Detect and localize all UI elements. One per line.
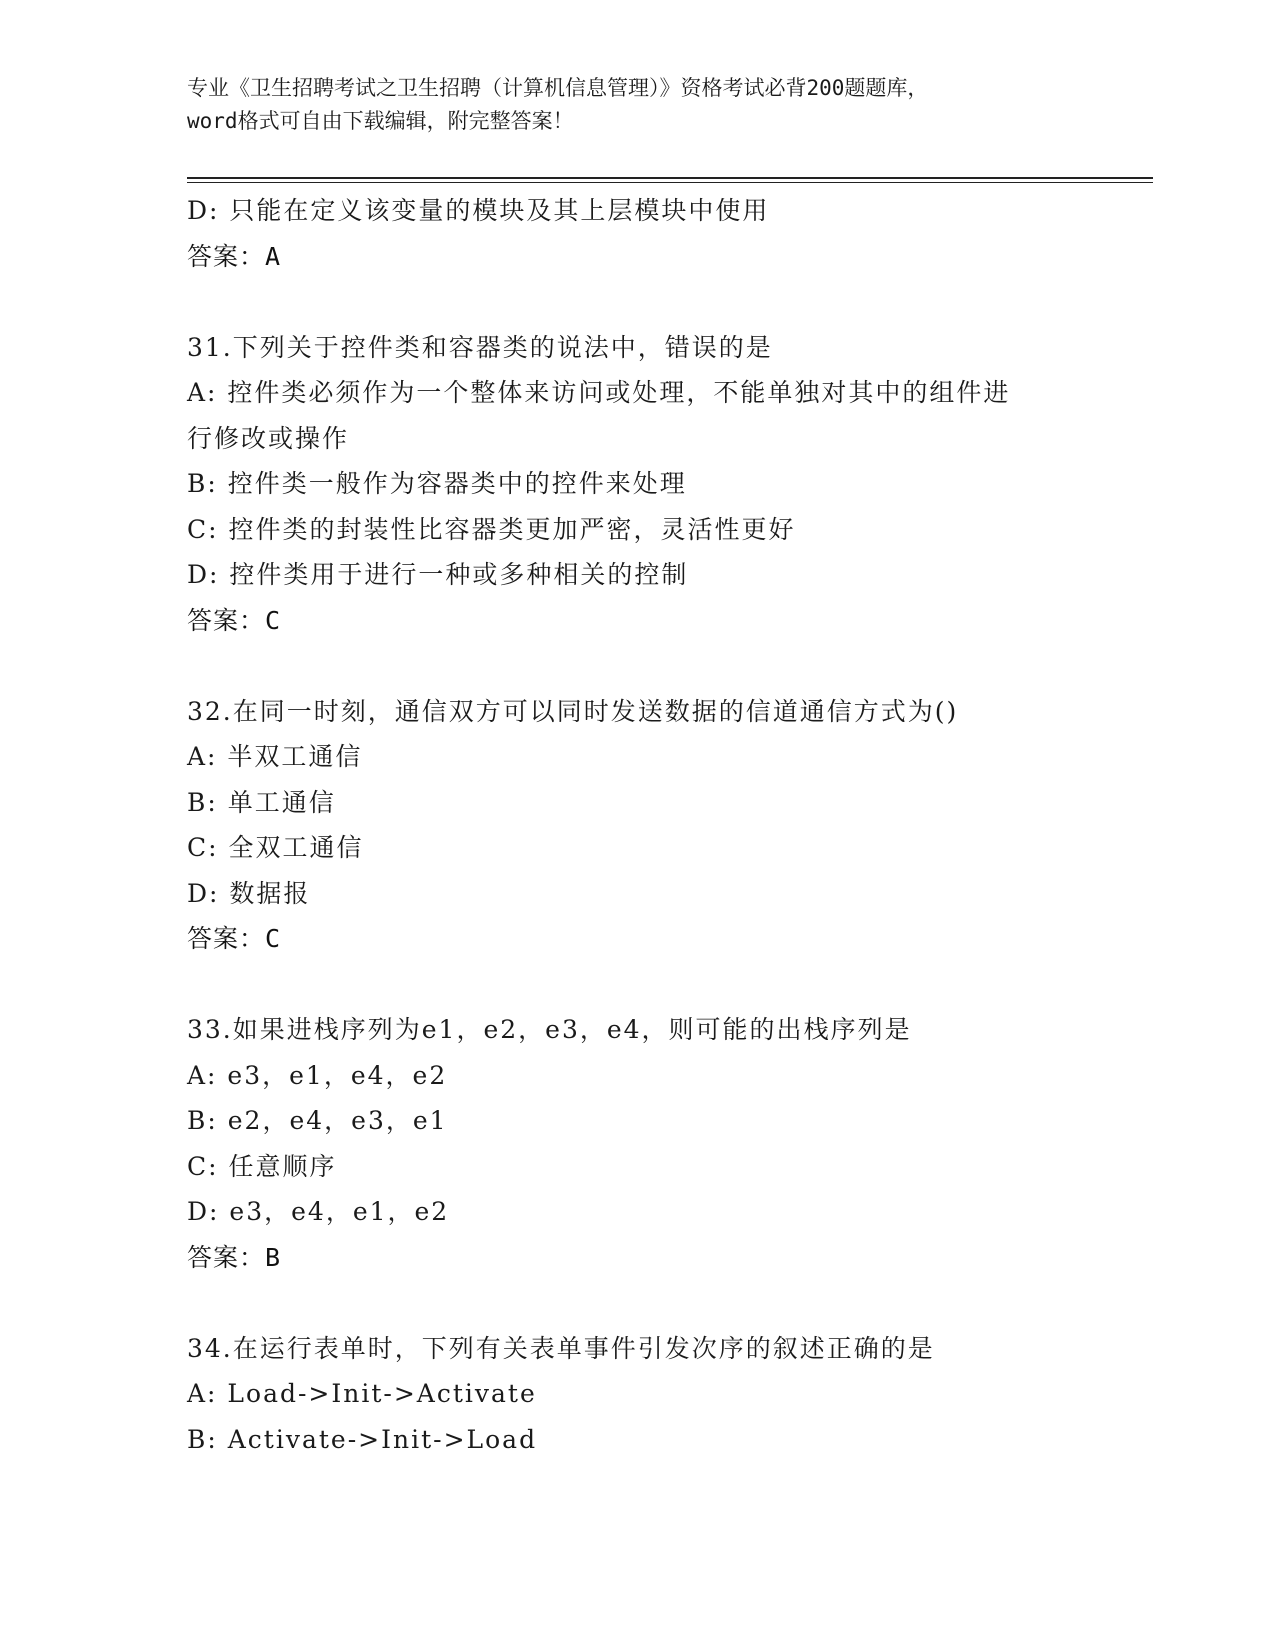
answer: 答案：C xyxy=(187,605,282,635)
option-b: B: 控件类一般作为容器类中的控件来处理 xyxy=(187,469,687,498)
option-a: A: 控件类必须作为一个整体来访问或处理，不能单独对其中的组件进行修改或操作 xyxy=(187,378,1011,453)
question-31 xyxy=(187,325,1087,644)
question-33 xyxy=(187,1007,1087,1280)
page-header xyxy=(187,72,1087,138)
answer: 答案：B xyxy=(187,1242,282,1272)
option-d: D: 数据报 xyxy=(187,878,311,908)
answer: 答案：C xyxy=(187,924,282,953)
option-c: C: 全双工通信 xyxy=(187,833,364,862)
option-b: B: e2，e4，e3，e1 xyxy=(187,1106,448,1135)
prev-answer: 答案：A xyxy=(187,241,282,271)
question-34 xyxy=(187,1326,1087,1463)
header-line-2: word格式可自由下载编辑，附完整答案！ xyxy=(187,109,574,133)
question-stem: 34.在运行表单时，下列有关表单事件引发次序的叙述正确的是 xyxy=(187,1333,935,1363)
option-b: B: 单工通信 xyxy=(187,787,336,817)
header-line-1: 专业《卫生招聘考试之卫生招聘（计算机信息管理）》资格考试必背200题题库， xyxy=(187,76,929,100)
question-stem: 31.下列关于控件类和容器类的说法中，错误的是 xyxy=(187,332,773,362)
option-d: D: 控件类用于进行一种或多种相关的控制 xyxy=(187,560,689,589)
option-b: B: Activate->Init->Load xyxy=(187,1424,538,1454)
option-c: C: 控件类的封装性比容器类更加严密，灵活性更好 xyxy=(187,514,796,544)
header-divider xyxy=(187,177,1153,183)
option-d: D: e3，e4，e1，e2 xyxy=(187,1197,450,1226)
option-a: A: 半双工通信 xyxy=(187,742,363,771)
question-stem: 33.如果进栈序列为e1，e2，e3，e4，则可能的出栈序列是 xyxy=(187,1015,912,1044)
question-32 xyxy=(187,689,1087,962)
document-body xyxy=(187,188,1087,1462)
option-a: A: Load->Init->Activate xyxy=(187,1379,537,1408)
question-stem: 32.在同一时刻，通信双方可以同时发送数据的信道通信方式为() xyxy=(187,696,959,726)
option-a: A: e3，e1，e4，e2 xyxy=(187,1060,448,1090)
prev-option-d: D: 只能在定义该变量的模块及其上层模块中使用 xyxy=(187,196,770,225)
option-c: C: 任意顺序 xyxy=(187,1151,337,1181)
